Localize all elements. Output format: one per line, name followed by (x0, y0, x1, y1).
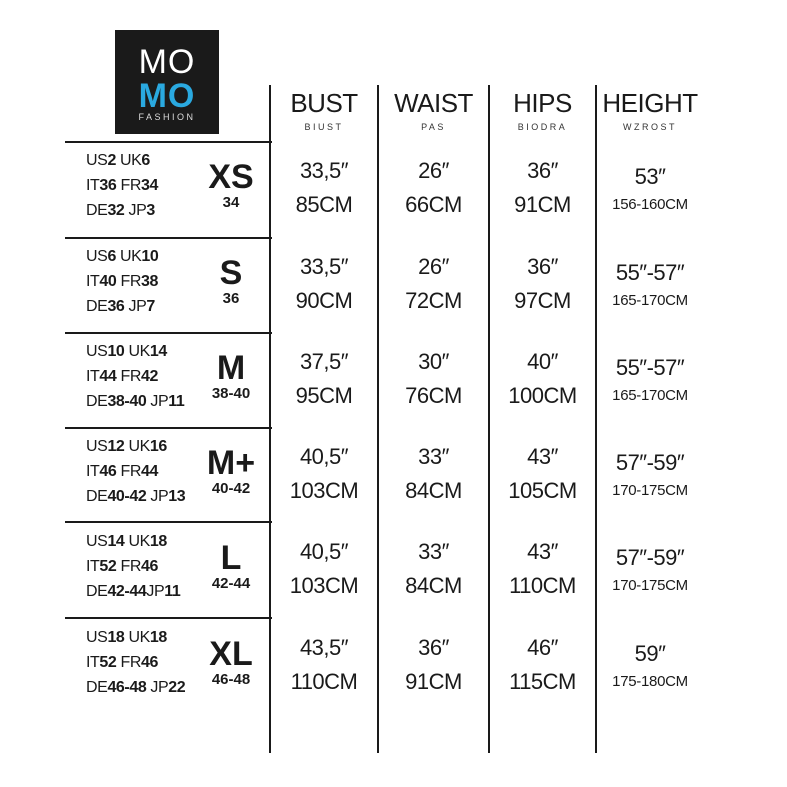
size-code-region: US (86, 248, 108, 265)
size-code-line (86, 434, 185, 459)
size-code-value: 46 (99, 463, 117, 480)
size-code-region: UK (115, 248, 142, 265)
size-code-value: 32 (107, 202, 125, 219)
height-cell (598, 541, 702, 597)
size-letter: XS (208, 158, 254, 196)
waist-cm: 66CM (405, 192, 462, 217)
size-row (0, 146, 787, 238)
size-label (196, 637, 266, 688)
waist-inches: 26″ (418, 254, 449, 279)
size-code-value: 7 (146, 298, 155, 315)
size-letter: M (216, 349, 246, 387)
hips-cell (491, 631, 594, 699)
bust-cm: 90CM (295, 288, 353, 313)
international-size-codes (86, 244, 158, 319)
size-label (196, 541, 266, 592)
size-code-region: IT (86, 177, 100, 194)
size-code-value: 11 (164, 583, 181, 600)
waist-cm: 76CM (405, 383, 462, 408)
hips-cell (491, 535, 594, 603)
size-label (196, 160, 266, 211)
waist-cm: 84CM (405, 478, 462, 503)
size-code-value: 36 (107, 298, 125, 315)
size-code-value: 6 (141, 152, 150, 169)
size-number: 34 (222, 194, 240, 211)
international-size-codes (86, 625, 185, 700)
size-code-line (86, 339, 184, 364)
size-code-value: 18 (149, 533, 167, 550)
size-code-value: 14 (149, 343, 167, 360)
size-code-line (86, 459, 185, 484)
height-inches: 57″-59″ (615, 545, 685, 570)
bust-cell (272, 440, 376, 508)
height-inches: 55″-57″ (615, 355, 685, 380)
waist-cell (380, 535, 487, 603)
size-code-region: IT (86, 273, 100, 290)
bust-inches: 37,5″ (299, 349, 349, 374)
size-code-value: 10 (107, 343, 125, 360)
size-code-value: 18 (107, 629, 125, 646)
hips-cm: 105CM (508, 478, 577, 503)
size-code-value: 38-40 (107, 393, 147, 410)
size-code-value: 11 (168, 393, 185, 410)
row-divider (65, 141, 272, 143)
height-inches: 59″ (634, 641, 666, 666)
size-code-value: 44 (141, 463, 158, 480)
size-code-line (86, 675, 185, 700)
size-code-value: 46-48 (107, 679, 147, 696)
hips-inches: 46″ (527, 635, 558, 660)
size-code-line (86, 650, 185, 675)
size-code-value: 44 (99, 368, 117, 385)
hips-cm: 100CM (508, 383, 577, 408)
size-code-region: JP (124, 202, 147, 219)
height-cell (598, 637, 702, 693)
size-code-region: FR (116, 558, 141, 575)
size-code-region: JP (146, 679, 169, 696)
size-code-line (86, 364, 184, 389)
international-size-codes (86, 148, 158, 223)
height-cm: 175-180CM (612, 673, 688, 690)
waist-cm: 91CM (405, 669, 462, 694)
size-label (196, 256, 266, 307)
bust-inches: 33,5″ (299, 254, 349, 279)
column-header-label: HEIGHT (602, 88, 698, 118)
size-number: 46-48 (211, 671, 251, 688)
size-code-value: 38 (141, 273, 158, 290)
waist-cell (380, 631, 487, 699)
size-code-value: 22 (168, 679, 186, 696)
hips-cm: 91CM (514, 192, 571, 217)
logo-line-2: MO (138, 77, 196, 115)
height-inches: 57″-59″ (615, 450, 685, 475)
hips-cm: 115CM (509, 669, 576, 694)
size-label (196, 446, 266, 497)
column-header-label: WAIST (394, 88, 473, 118)
column-header-label: BUST (290, 88, 358, 118)
size-code-value: 14 (107, 533, 125, 550)
size-code-value: 40 (99, 273, 117, 290)
size-code-value: 46 (141, 558, 158, 575)
size-code-region: DE (86, 202, 108, 219)
bust-inches: 43,5″ (299, 635, 349, 660)
size-code-region: DE (86, 298, 108, 315)
size-code-line (86, 173, 158, 198)
size-row (0, 527, 787, 619)
size-code-region: DE (86, 679, 108, 696)
column-header-label: HIPS (513, 88, 572, 118)
size-code-line (86, 484, 185, 509)
size-code-region: DE (86, 393, 108, 410)
size-code-region: DE (86, 488, 108, 505)
size-code-value: 52 (99, 558, 117, 575)
size-code-line (86, 389, 184, 414)
size-number: 42-44 (211, 575, 251, 592)
size-code-line (86, 554, 180, 579)
size-label (196, 351, 266, 402)
size-code-region: FR (116, 368, 141, 385)
size-code-region: US (86, 629, 108, 646)
waist-cell (380, 345, 487, 413)
size-code-region: IT (86, 654, 100, 671)
size-code-value: 16 (149, 438, 167, 455)
size-code-region: US (86, 343, 108, 360)
height-inches: 53″ (634, 164, 666, 189)
column-header-bust (272, 88, 376, 132)
size-code-region: US (86, 533, 108, 550)
waist-inches: 36″ (418, 635, 449, 660)
hips-cm: 110CM (509, 573, 576, 598)
hips-inches: 36″ (527, 254, 558, 279)
bust-cell (272, 535, 376, 603)
height-cell (598, 351, 702, 407)
column-header-sublabel: BIUST (304, 122, 344, 132)
waist-inches: 30″ (418, 349, 449, 374)
size-letter: M+ (206, 444, 256, 482)
waist-cell (380, 440, 487, 508)
size-code-value: 40-42 (107, 488, 147, 505)
waist-cm: 84CM (405, 573, 462, 598)
bust-cm: 95CM (295, 383, 353, 408)
bust-cell (272, 631, 376, 699)
bust-cell (272, 250, 376, 318)
size-code-region: IT (86, 463, 100, 480)
column-header-height (598, 88, 702, 132)
size-code-value: 10 (141, 248, 159, 265)
hips-inches: 40″ (527, 349, 558, 374)
column-header-sublabel: PAS (421, 122, 446, 132)
size-row (0, 432, 787, 524)
column-header-sublabel: WZROST (623, 122, 677, 132)
height-cm: 165-170CM (612, 387, 688, 404)
bust-cell (272, 345, 376, 413)
height-cm: 156-160CM (612, 196, 688, 213)
hips-cm: 97CM (514, 288, 571, 313)
waist-cm: 72CM (405, 288, 462, 313)
bust-inches: 33,5″ (299, 158, 349, 183)
size-code-line (86, 579, 180, 604)
waist-inches: 33″ (418, 539, 449, 564)
size-code-region: JP (146, 488, 169, 505)
size-code-line (86, 294, 158, 319)
size-code-region: JP (146, 583, 165, 600)
column-header-waist (380, 88, 487, 132)
height-cm: 170-175CM (612, 482, 688, 499)
height-cell (598, 256, 702, 312)
size-code-region: JP (124, 298, 147, 315)
international-size-codes (86, 529, 180, 604)
hips-cell (491, 250, 594, 318)
size-code-value: 2 (107, 152, 116, 169)
size-code-region: JP (146, 393, 169, 410)
size-code-value: 6 (107, 248, 116, 265)
size-code-value: 3 (146, 202, 155, 219)
height-cm: 170-175CM (612, 577, 688, 594)
hips-cell (491, 440, 594, 508)
column-header-sublabel: BIODRA (517, 122, 568, 132)
hips-cell (491, 345, 594, 413)
size-code-line (86, 148, 158, 173)
size-row (0, 242, 787, 334)
size-letter: S (219, 254, 243, 292)
hips-inches: 43″ (527, 444, 558, 469)
bust-cm: 103CM (289, 478, 359, 503)
size-code-region: UK (124, 438, 150, 455)
size-code-region: US (86, 152, 108, 169)
international-size-codes (86, 339, 184, 414)
bust-cm: 110CM (290, 669, 358, 694)
size-code-line (86, 269, 158, 294)
waist-inches: 33″ (418, 444, 449, 469)
size-code-value: 42 (141, 368, 158, 385)
bust-inches: 40,5″ (299, 539, 349, 564)
logo-line-1: MO (138, 43, 196, 81)
size-code-region: US (86, 438, 108, 455)
size-code-value: 46 (141, 654, 158, 671)
size-code-value: 12 (107, 438, 125, 455)
size-number: 40-42 (211, 480, 251, 497)
hips-inches: 43″ (527, 539, 558, 564)
size-code-region: UK (124, 343, 150, 360)
size-code-region: UK (124, 533, 150, 550)
size-code-region: FR (116, 654, 141, 671)
size-code-region: FR (116, 177, 141, 194)
size-code-value: 13 (168, 488, 186, 505)
size-code-value: 34 (141, 177, 158, 194)
waist-inches: 26″ (418, 158, 449, 183)
bust-inches: 40,5″ (299, 444, 349, 469)
size-code-region: IT (86, 558, 100, 575)
size-code-region: FR (116, 273, 141, 290)
size-code-region: UK (115, 152, 142, 169)
waist-cell (380, 154, 487, 222)
height-cell (598, 160, 702, 216)
column-header-hips (491, 88, 594, 132)
height-inches: 55″-57″ (615, 260, 685, 285)
bust-cm: 85CM (295, 192, 353, 217)
size-letter: L (220, 539, 242, 577)
momo-fashion-logo (115, 30, 219, 134)
height-cell (598, 446, 702, 502)
size-row (0, 337, 787, 429)
height-cm: 165-170CM (612, 292, 688, 309)
bust-cell (272, 154, 376, 222)
size-number: 36 (222, 290, 240, 307)
size-code-region: IT (86, 368, 100, 385)
size-code-line (86, 244, 158, 269)
size-code-region: DE (86, 583, 108, 600)
size-code-region: FR (116, 463, 141, 480)
waist-cell (380, 250, 487, 318)
logo-line-3: FASHION (138, 112, 196, 122)
size-code-value: 36 (99, 177, 117, 194)
size-row (0, 623, 787, 715)
hips-cell (491, 154, 594, 222)
size-code-region: UK (124, 629, 150, 646)
size-letter: XL (209, 635, 253, 673)
size-code-value: 42-44 (107, 583, 147, 600)
international-size-codes (86, 434, 185, 509)
bust-cm: 103CM (289, 573, 359, 598)
size-number: 38-40 (211, 385, 251, 402)
size-code-line (86, 198, 158, 223)
hips-inches: 36″ (527, 158, 558, 183)
size-code-value: 52 (99, 654, 117, 671)
size-code-line (86, 529, 180, 554)
size-code-value: 18 (149, 629, 167, 646)
size-code-line (86, 625, 185, 650)
